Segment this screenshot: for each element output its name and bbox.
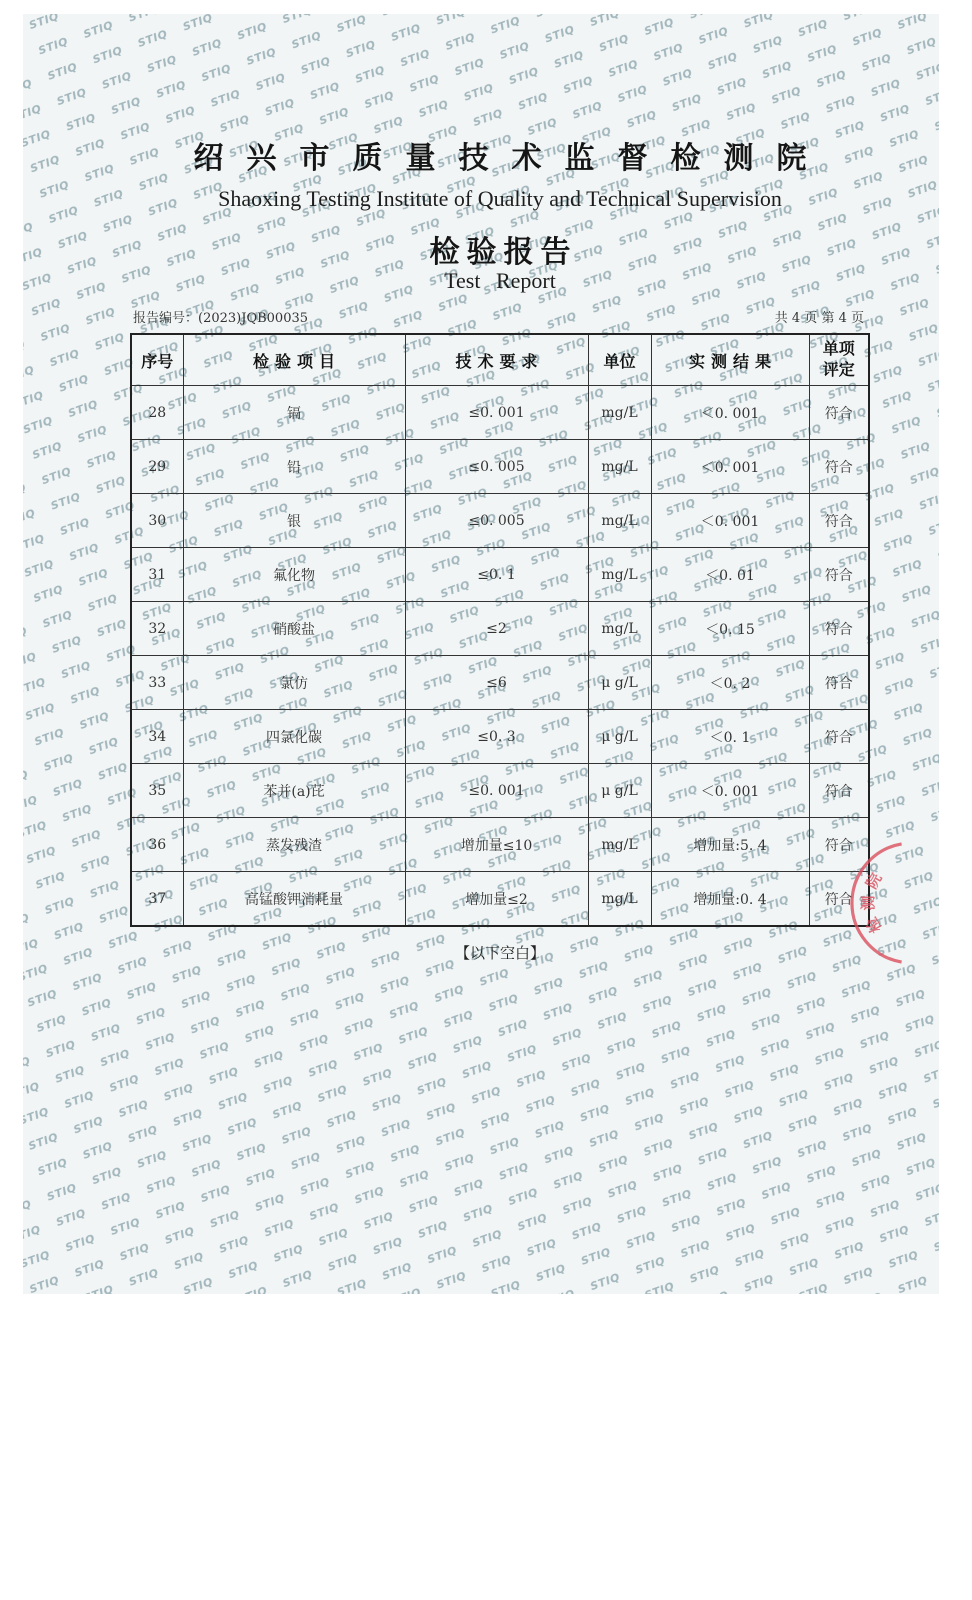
row-unit: mg/L [588, 818, 651, 872]
row-requirement: ≤0. 1 [405, 548, 588, 602]
table-row [131, 440, 869, 494]
row-serial: 34 [131, 710, 183, 764]
row-serial: 36 [131, 818, 183, 872]
row-serial: 31 [131, 548, 183, 602]
row-verdict: 符合 [809, 440, 869, 494]
row-unit: mg/L [588, 440, 651, 494]
header-verdict [809, 334, 869, 386]
header-unit: 单位 [588, 334, 651, 386]
row-item: 蒸发残渣 [183, 818, 405, 872]
row-result: ＜0. 1 [651, 710, 809, 764]
row-verdict: 符合 [809, 818, 869, 872]
table-row [131, 386, 869, 440]
row-item: 高锰酸钾消耗量 [183, 872, 405, 927]
report-title-en: Test Report [444, 268, 556, 293]
row-requirement: ≤2 [405, 602, 588, 656]
row-unit: mg/L [588, 494, 651, 548]
header-result: 实测结果 [651, 334, 809, 386]
row-result: 增加量:0. 4 [651, 872, 809, 927]
header-serial: 序号 [131, 334, 183, 386]
row-serial: 35 [131, 764, 183, 818]
table-row [131, 656, 869, 710]
row-item: 铅 [183, 440, 405, 494]
row-verdict: 符合 [809, 872, 869, 927]
row-verdict: 符合 [809, 710, 869, 764]
row-serial: 28 [131, 386, 183, 440]
page-info: 共 4 页 第 4 页 [774, 311, 864, 326]
row-item: 硝酸盐 [183, 602, 405, 656]
row-verdict: 符合 [809, 764, 869, 818]
row-verdict: 符合 [809, 386, 869, 440]
row-serial: 33 [131, 656, 183, 710]
institute-name-en: Shaoxing Testing Institute of Quality and Technical Supervision [218, 186, 782, 211]
table-row [131, 764, 869, 818]
seal-char: 院 [862, 869, 886, 893]
row-requirement: 增加量≤2 [405, 872, 588, 927]
row-unit: mg/L [588, 386, 651, 440]
row-item: 氯仿 [183, 656, 405, 710]
row-unit: μ g/L [588, 710, 651, 764]
row-item: 银 [183, 494, 405, 548]
row-item: 镉 [183, 386, 405, 440]
row-serial: 29 [131, 440, 183, 494]
row-result: ＜0. 001 [651, 386, 809, 440]
row-verdict: 符合 [809, 656, 869, 710]
table-row [131, 710, 869, 764]
header-item: 检验项目 [183, 334, 405, 386]
row-result: ＜0. 001 [651, 764, 809, 818]
row-requirement: ≤6 [405, 656, 588, 710]
row-result: ＜0. 001 [651, 494, 809, 548]
report-title-cn: 检验报告 [429, 235, 578, 270]
blank-below-note: 【以下空白】 [454, 944, 545, 962]
row-requirement: 增加量≤10 [405, 818, 588, 872]
row-requirement: ≤0. 3 [405, 710, 588, 764]
row-verdict: 符合 [809, 548, 869, 602]
row-result: ＜0. 01 [651, 548, 809, 602]
row-serial: 32 [131, 602, 183, 656]
row-unit: mg/L [588, 872, 651, 927]
row-item: 四氯化碳 [183, 710, 405, 764]
table-row [131, 872, 869, 927]
row-requirement: ≤0. 001 [405, 386, 588, 440]
seal-char: 检 [862, 913, 886, 937]
table-row [131, 548, 869, 602]
header-requirement: 技术要求 [405, 334, 588, 386]
row-result: ＜0. 15 [651, 602, 809, 656]
table-header-row [131, 334, 869, 386]
row-requirement: ≤0. 005 [405, 440, 588, 494]
table-body [131, 386, 869, 927]
institute-name-cn: 绍兴市质量技术监督检测院 [193, 141, 830, 176]
row-serial: 30 [131, 494, 183, 548]
seal-char: 测 [859, 895, 877, 911]
row-result: ＜0. 2 [651, 656, 809, 710]
row-unit: μ g/L [588, 764, 651, 818]
header-verdict-label: 单项评定 [822, 339, 855, 379]
row-item: 氟化物 [183, 548, 405, 602]
row-unit: mg/L [588, 602, 651, 656]
table-row [131, 602, 869, 656]
row-unit: μ g/L [588, 656, 651, 710]
row-verdict: 符合 [809, 494, 869, 548]
row-item: 苯并(a)芘 [183, 764, 405, 818]
table-row [131, 818, 869, 872]
results-table [130, 333, 870, 927]
table-row [131, 494, 869, 548]
row-serial: 37 [131, 872, 183, 927]
row-verdict: 符合 [809, 602, 869, 656]
red-seal-stamp [832, 815, 922, 990]
row-requirement: ≤0. 001 [405, 764, 588, 818]
report-number: 报告编号：(2023)JQB00035 [133, 311, 309, 326]
row-unit: mg/L [588, 548, 651, 602]
row-requirement: ≤0. 005 [405, 494, 588, 548]
row-result: ＜0. 001 [651, 440, 809, 494]
row-result: 增加量:5. 4 [651, 818, 809, 872]
